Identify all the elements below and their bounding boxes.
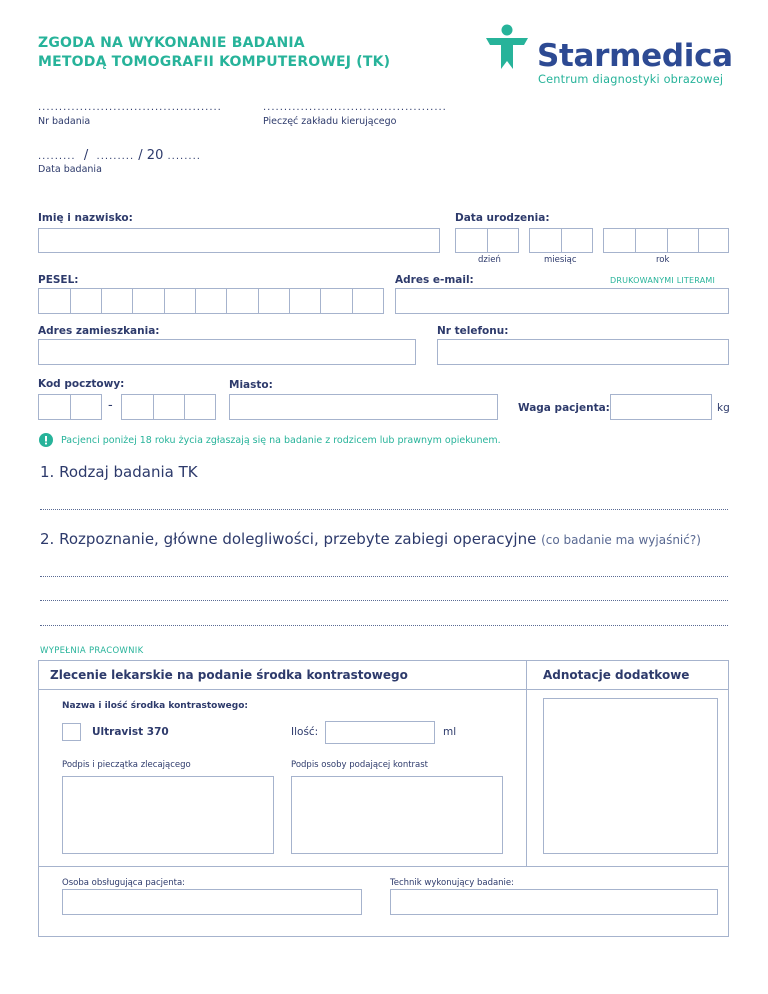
notes-box[interactable]: [543, 698, 718, 854]
day-label: dzień: [478, 255, 501, 265]
logo-tagline: Centrum diagnostyki obrazowej: [538, 73, 724, 86]
contrast-label: Nazwa i ilość środka kontrastowego:: [62, 701, 249, 711]
stamp-label: Pieczęć zakładu kierującego: [263, 116, 397, 127]
section-2-hint: (co badanie ma wyjaśnić?): [541, 533, 701, 547]
name-label: Imię i nazwisko:: [38, 212, 133, 224]
sign-order-label: Podpis i pieczątka zlecającego: [62, 760, 191, 770]
address-input[interactable]: [38, 339, 416, 365]
nr-badania-line[interactable]: ............................................: [38, 102, 222, 113]
order-title: Zlecenie lekarskie na podanie środka kontrastowego: [50, 668, 408, 682]
name-input[interactable]: [38, 228, 440, 253]
month-label: miesiąc: [544, 255, 577, 265]
postal-second-input[interactable]: [121, 394, 216, 420]
date-field[interactable]: ......... / ......... / 20 ........: [38, 148, 201, 163]
email-label: Adres e-mail:: [395, 274, 474, 286]
weight-unit: kg: [717, 402, 730, 414]
section-2-line-3[interactable]: [40, 625, 728, 626]
date-year-prefix: / 20: [138, 148, 164, 163]
staff-column-divider: [526, 660, 527, 867]
qty-input[interactable]: [325, 721, 435, 744]
postal-first-input[interactable]: [38, 394, 102, 420]
address-label: Adres zamieszkania:: [38, 325, 160, 337]
starmedica-logo-icon: [484, 24, 530, 72]
birth-day-input[interactable]: [455, 228, 519, 253]
phone-input[interactable]: [437, 339, 729, 365]
weight-label: Waga pacjenta:: [518, 402, 610, 414]
tech-label: Technik wykonujący badanie:: [390, 878, 515, 888]
date-label: Data badania: [38, 164, 102, 175]
section-2-text: 2. Rozpoznanie, główne dolegliwości, przebyte zabiegi operacyjne: [40, 530, 537, 548]
staff-footer-divider: [38, 866, 729, 867]
ultravist-checkbox[interactable]: [62, 723, 81, 741]
sign-order-box[interactable]: [62, 776, 274, 854]
title-line-2: METODĄ TOMOGRAFII KOMPUTEROWEJ (TK): [38, 54, 391, 70]
city-input[interactable]: [229, 394, 498, 420]
section-1-title: 1. Rodzaj badania TK: [40, 463, 198, 481]
sign-admin-box[interactable]: [291, 776, 503, 854]
staff-header-divider: [38, 689, 729, 690]
birth-month-input[interactable]: [529, 228, 593, 253]
year-label: rok: [656, 255, 670, 265]
logo-name: Starmedica: [537, 38, 733, 74]
pesel-input[interactable]: [38, 288, 384, 314]
sign-admin-label: Podpis osoby podającej kontrast: [291, 760, 429, 770]
stamp-line[interactable]: ............................................: [263, 102, 447, 113]
weight-input[interactable]: [610, 394, 712, 420]
qty-label: Ilość:: [291, 726, 319, 738]
form-title: [38, 34, 390, 72]
exclamation-icon: [39, 433, 53, 447]
phone-label: Nr telefonu:: [437, 325, 509, 337]
city-label: Miasto:: [229, 379, 273, 391]
postal-dash: -: [108, 398, 113, 413]
tech-input[interactable]: [390, 889, 718, 915]
email-input[interactable]: [395, 288, 729, 314]
nr-badania-label: Nr badania: [38, 116, 91, 127]
pesel-label: PESEL:: [38, 274, 79, 286]
section-1-line[interactable]: [40, 509, 728, 510]
birth-year-input[interactable]: [603, 228, 729, 253]
postal-label: Kod pocztowy:: [38, 378, 125, 390]
staff-fill-label: WYPEŁNIA PRACOWNIK: [40, 646, 144, 656]
handler-input[interactable]: [62, 889, 362, 915]
title-line-1: ZGODA NA WYKONANIE BADANIA: [38, 35, 305, 51]
section-2-title: [40, 530, 701, 548]
email-hint: DRUKOWANYMI LITERAMI: [610, 276, 716, 285]
notes-title: Adnotacje dodatkowe: [543, 668, 690, 682]
birth-label: Data urodzenia:: [455, 212, 550, 224]
section-2-line-2[interactable]: [40, 600, 728, 601]
qty-unit: ml: [443, 726, 457, 738]
contrast-name: Ultravist 370: [92, 726, 169, 738]
handler-label: Osoba obsługująca pacjenta:: [62, 878, 186, 888]
minors-notice: Pacjenci poniżej 18 roku życia zgłaszają się na badanie z rodzicem lub prawnym opiekunem.: [61, 435, 501, 446]
section-2-line-1[interactable]: [40, 576, 728, 577]
